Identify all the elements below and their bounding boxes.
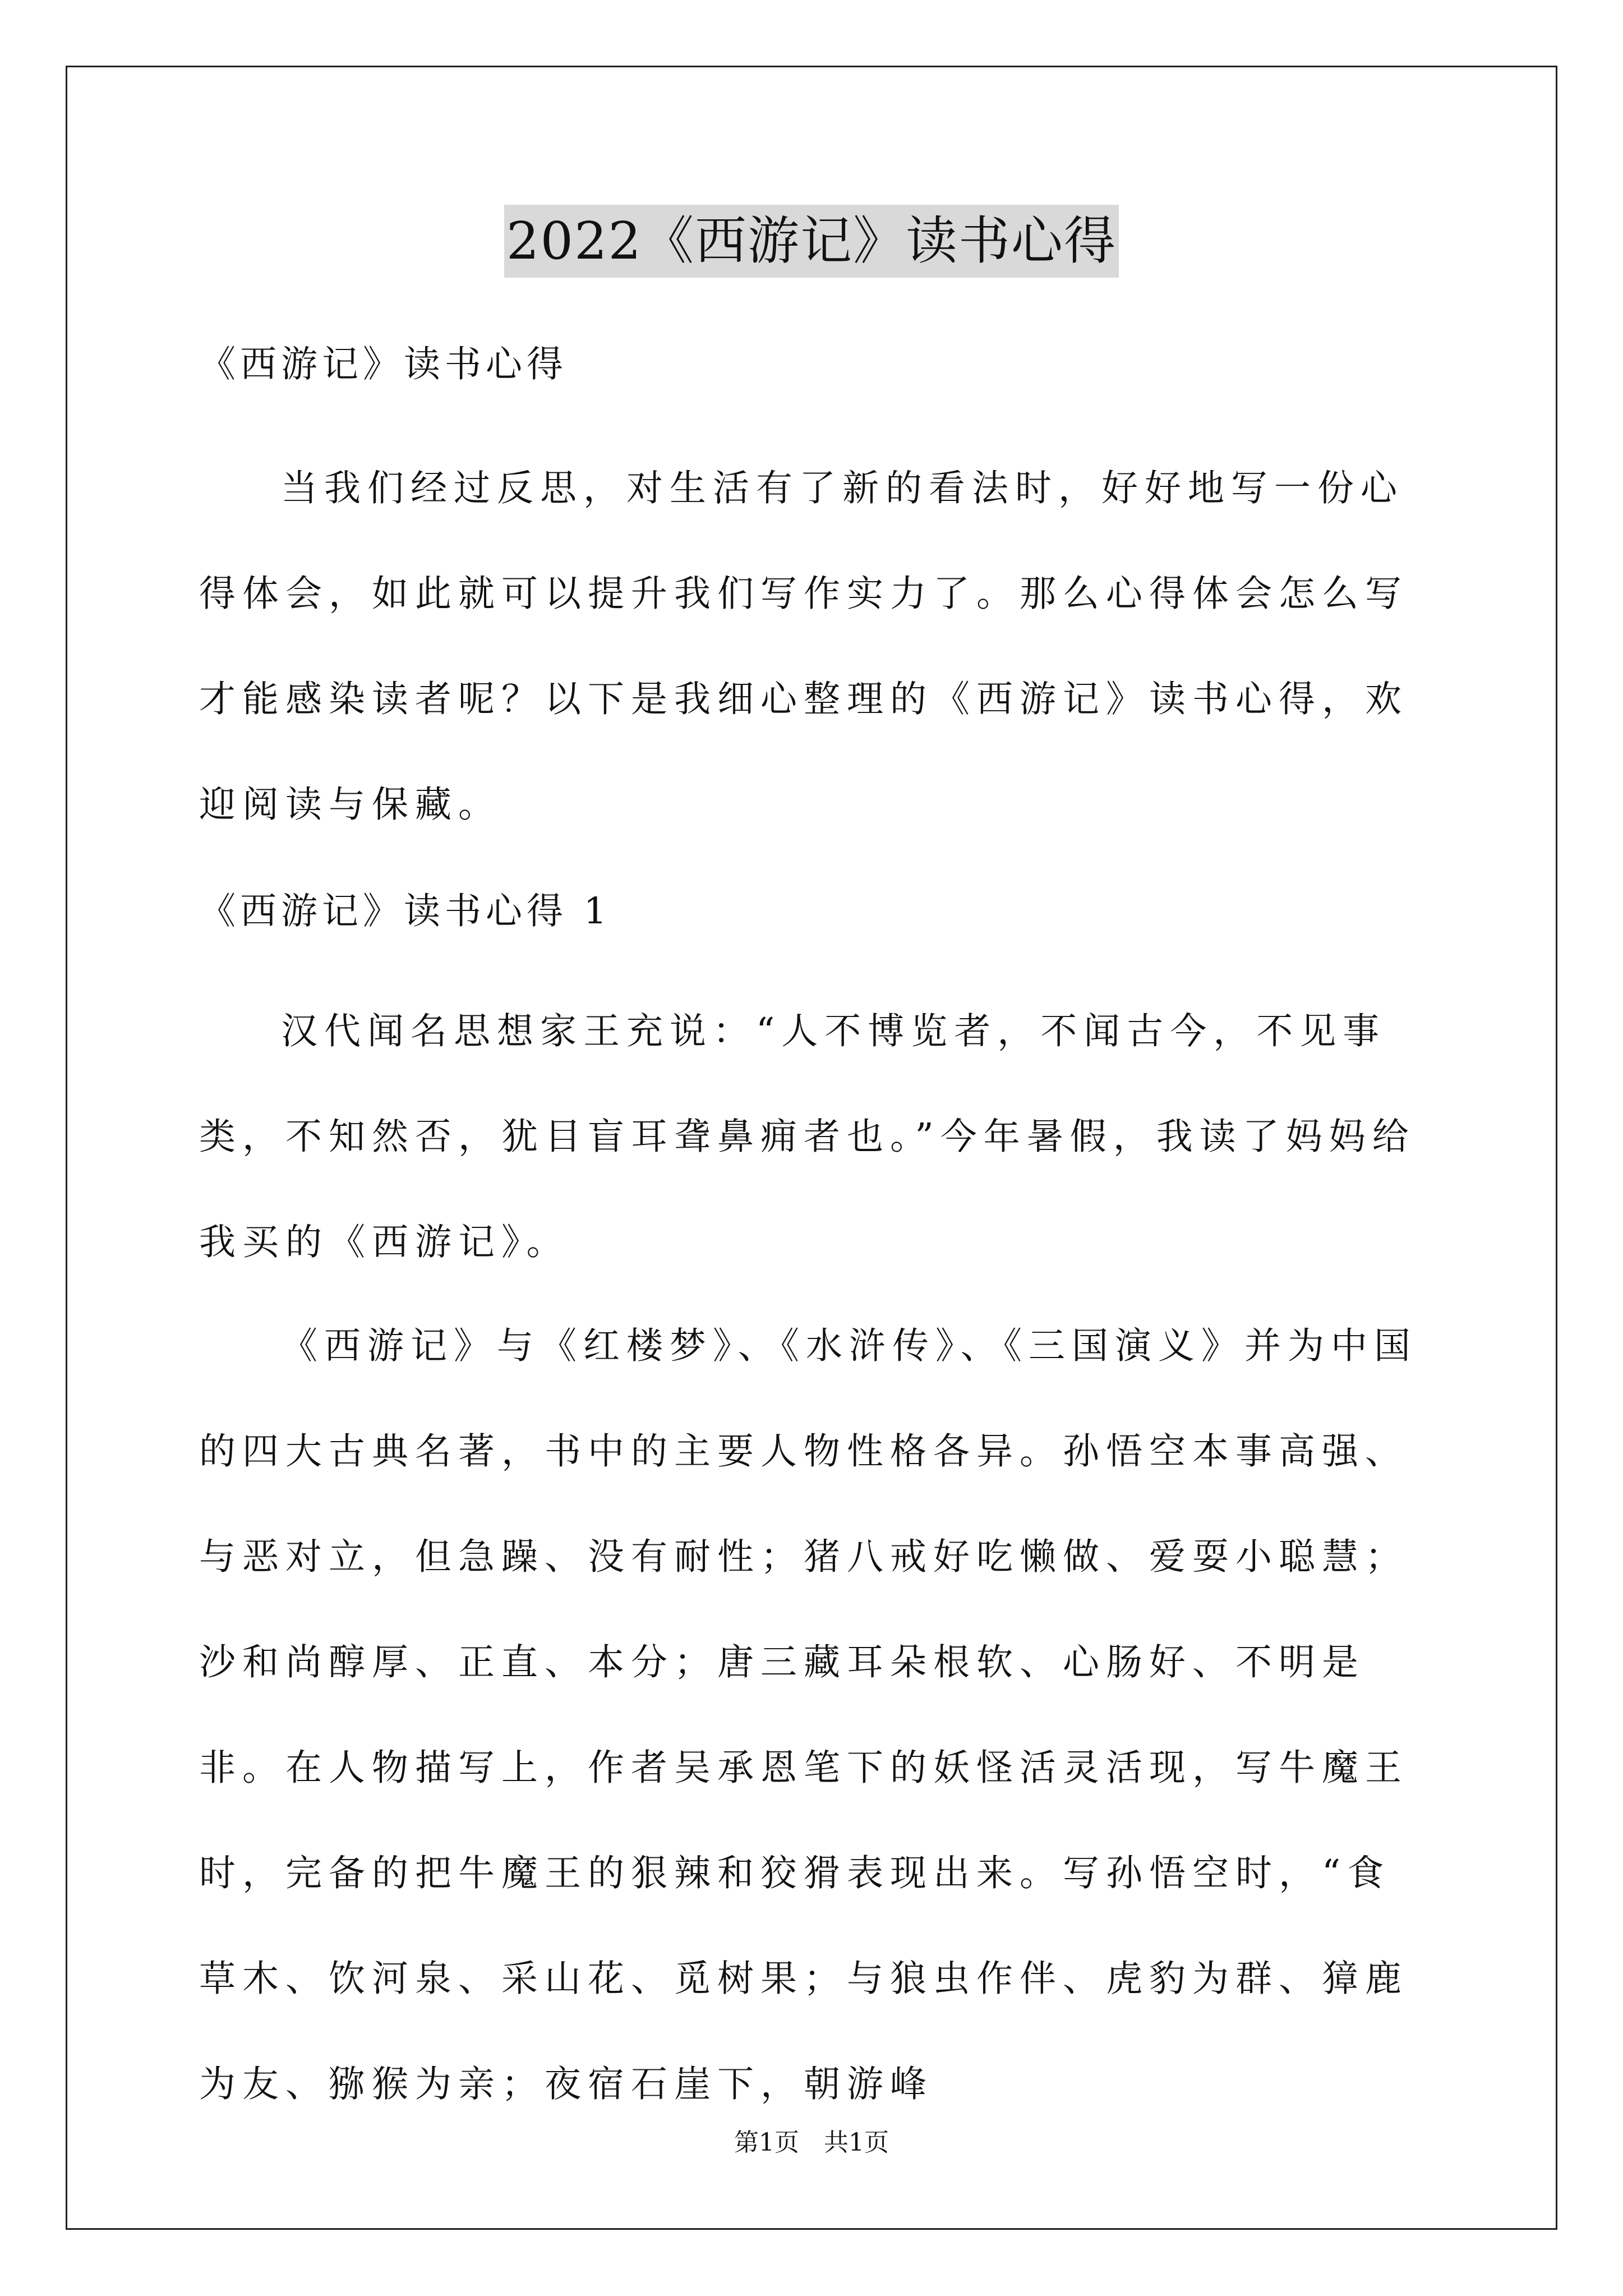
title-container — [0, 205, 1623, 278]
page-footer: 第1页 共1页 — [734, 2128, 889, 2157]
paragraph-1: 汉代闻名思想家王充说：“人不博览者，不闻古今，不见事类，不知然否，犹目盲耳聋鼻痈者也。”今年暑假，我读了妈妈给我买的《西游记》。 — [199, 1010, 1415, 1263]
paragraph-2: 《西游记》与《红楼梦》、《水浒传》、《三国演义》并为中国的四大古典名著，书中的主要人物性格各异。孙悟空本事高强、与恶对立，但急躁、没有耐性；猪八戒好吃懒做、爱耍小聪慧；沙和尚醇厚、正直、本分；唐三藏耳朵根软、心肠好、不明是非。在人物描写上，作者吴承恩笔下的妖怪活灵活现，写牛魔王时，完备的把牛魔王的狠辣和狡猾表现出来。写孙悟空时，“食草木、饮河泉、采山花、觅树果；与狼虫作伴、虎豹为群、獐鹿为友、猕猴为亲；夜宿石崖下，朝游峰 — [199, 1325, 1418, 2105]
document-title: 2022《西游记》读书心得 — [504, 205, 1119, 278]
intro-paragraph: 当我们经过反思，对生活有了新的看法时，好好地写一份心得体会，如此就可以提升我们写作实力了。那么心得体会怎么写才能感染读者呢？以下是我细心整理的《西游记》读书心得，欢迎阅读与保藏。 — [199, 467, 1409, 826]
subheading: 《西游记》读书心得 — [199, 343, 568, 385]
section-heading: 《西游记》读书心得 1 — [199, 890, 612, 932]
